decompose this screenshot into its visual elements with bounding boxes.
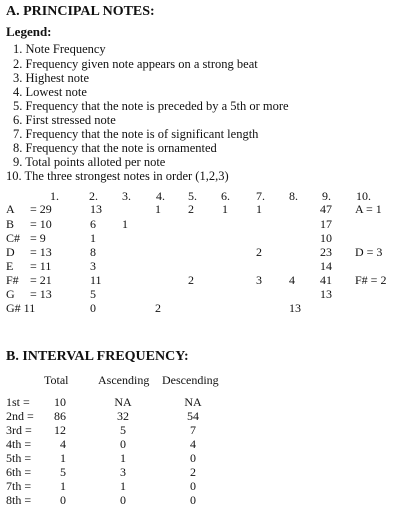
interval-ascending: 1 bbox=[120, 451, 126, 465]
legend-item: 1. Note Frequency bbox=[13, 42, 106, 56]
note-cell: 23 bbox=[320, 245, 332, 259]
note-cell: 13 bbox=[289, 301, 301, 315]
note-cell: 2 bbox=[188, 273, 194, 287]
note-cell: 0 bbox=[90, 301, 96, 315]
interval-label: 8th = bbox=[6, 493, 32, 507]
note-cell: 1 bbox=[90, 231, 96, 245]
column-header: 8. bbox=[289, 189, 298, 203]
interval-total: 10 bbox=[54, 395, 66, 409]
note-label: A bbox=[6, 202, 15, 216]
legend-item: 5. Frequency that the note is preceded by a 5th or more bbox=[13, 99, 289, 113]
note-cell: 8 bbox=[90, 245, 96, 259]
note-cell: 17 bbox=[320, 217, 332, 231]
note-cell: 1 bbox=[256, 202, 262, 216]
note-label: D bbox=[6, 245, 15, 259]
note-cell: 14 bbox=[320, 259, 332, 273]
note-frequency: = 9 bbox=[30, 231, 46, 245]
column-header: 7. bbox=[256, 189, 265, 203]
header-total: Total bbox=[44, 373, 69, 387]
note-cell: D = 3 bbox=[355, 245, 383, 259]
note-cell: 1 bbox=[122, 217, 128, 231]
interval-total: 0 bbox=[60, 493, 66, 507]
note-cell: 13 bbox=[90, 202, 102, 216]
note-cell: 13 bbox=[320, 287, 332, 301]
interval-total: 4 bbox=[60, 437, 66, 451]
note-cell: 1 bbox=[222, 202, 228, 216]
legend-item: 9. Total points alloted per note bbox=[13, 155, 166, 169]
note-cell: 10 bbox=[320, 231, 332, 245]
interval-ascending: 0 bbox=[120, 437, 126, 451]
interval-label: 6th = bbox=[6, 465, 32, 479]
section-b-title: B. INTERVAL FREQUENCY: bbox=[6, 349, 189, 364]
column-header: 5. bbox=[188, 189, 197, 203]
column-header: 4. bbox=[156, 189, 165, 203]
column-header: 3. bbox=[122, 189, 131, 203]
column-header: 1. bbox=[50, 189, 59, 203]
note-label: E bbox=[6, 259, 14, 273]
column-header: 9. bbox=[322, 189, 331, 203]
section-a-title: A. PRINCIPAL NOTES: bbox=[6, 4, 155, 19]
note-frequency: = 13 bbox=[30, 245, 52, 259]
note-frequency: = 29 bbox=[30, 202, 52, 216]
legend-item: 8. Frequency that the note is ornamented bbox=[13, 141, 217, 155]
note-cell: 47 bbox=[320, 202, 332, 216]
interval-label: 7th = bbox=[6, 479, 32, 493]
interval-label: 2nd = bbox=[6, 409, 34, 423]
interval-label: 4th = bbox=[6, 437, 32, 451]
legend-item: 7. Frequency that the note is of significant length bbox=[13, 127, 259, 141]
note-label: B bbox=[6, 217, 15, 231]
interval-total: 86 bbox=[54, 409, 66, 423]
interval-label: 1st = bbox=[6, 395, 30, 409]
header-descending: Descending bbox=[162, 373, 219, 387]
interval-descending: 0 bbox=[190, 451, 196, 465]
note-cell: 6 bbox=[90, 217, 96, 231]
note-cell: 11 bbox=[90, 273, 102, 287]
interval-descending: 4 bbox=[190, 437, 196, 451]
interval-ascending: 1 bbox=[120, 479, 126, 493]
note-cell: A = 1 bbox=[355, 202, 382, 216]
interval-ascending: 32 bbox=[117, 409, 129, 423]
column-header: 2. bbox=[89, 189, 98, 203]
interval-ascending: 0 bbox=[120, 493, 126, 507]
note-cell: F# = 2 bbox=[355, 273, 387, 287]
legend-item: 3. Highest note bbox=[13, 71, 90, 85]
column-header: 6. bbox=[221, 189, 230, 203]
interval-descending: 54 bbox=[187, 409, 199, 423]
note-cell: 2 bbox=[188, 202, 194, 216]
interval-ascending: 5 bbox=[120, 423, 126, 437]
note-label: C# bbox=[6, 231, 21, 245]
interval-total: 1 bbox=[60, 451, 66, 465]
interval-descending: 7 bbox=[190, 423, 196, 437]
note-cell: 5 bbox=[90, 287, 96, 301]
legend-item: 6. First stressed note bbox=[13, 113, 116, 127]
interval-descending: 0 bbox=[190, 493, 196, 507]
legend-item: 4. Lowest note bbox=[13, 85, 87, 99]
interval-descending: NA bbox=[184, 395, 202, 409]
interval-label: 3rd = bbox=[6, 423, 32, 437]
interval-total: 12 bbox=[54, 423, 66, 437]
legend-item: 10. The three strongest notes in order (1,2,3) bbox=[6, 169, 229, 183]
note-cell: 1 bbox=[155, 202, 161, 216]
interval-ascending: NA bbox=[114, 395, 132, 409]
note-cell: 3 bbox=[256, 273, 262, 287]
note-label: F# bbox=[6, 273, 19, 287]
note-cell: 3 bbox=[90, 259, 96, 273]
note-frequency: = 21 bbox=[30, 273, 52, 287]
interval-ascending: 3 bbox=[120, 465, 126, 479]
interval-descending: 0 bbox=[190, 479, 196, 493]
note-label: G bbox=[6, 287, 15, 301]
legend-title: Legend: bbox=[6, 24, 52, 39]
legend-item: 2. Frequency given note appears on a strong beat bbox=[13, 57, 258, 71]
note-label: G# 11 bbox=[6, 301, 36, 315]
interval-total: 5 bbox=[60, 465, 66, 479]
note-frequency: = 10 bbox=[30, 217, 52, 231]
header-ascending: Ascending bbox=[98, 373, 150, 387]
note-cell: 4 bbox=[289, 273, 295, 287]
note-frequency: = 11 bbox=[30, 259, 52, 273]
note-cell: 41 bbox=[320, 273, 332, 287]
interval-label: 5th = bbox=[6, 451, 32, 465]
note-cell: 2 bbox=[155, 301, 161, 315]
column-header: 10. bbox=[356, 189, 371, 203]
interval-total: 1 bbox=[60, 479, 66, 493]
note-frequency: = 13 bbox=[30, 287, 52, 301]
note-cell: 2 bbox=[256, 245, 262, 259]
interval-descending: 2 bbox=[190, 465, 196, 479]
